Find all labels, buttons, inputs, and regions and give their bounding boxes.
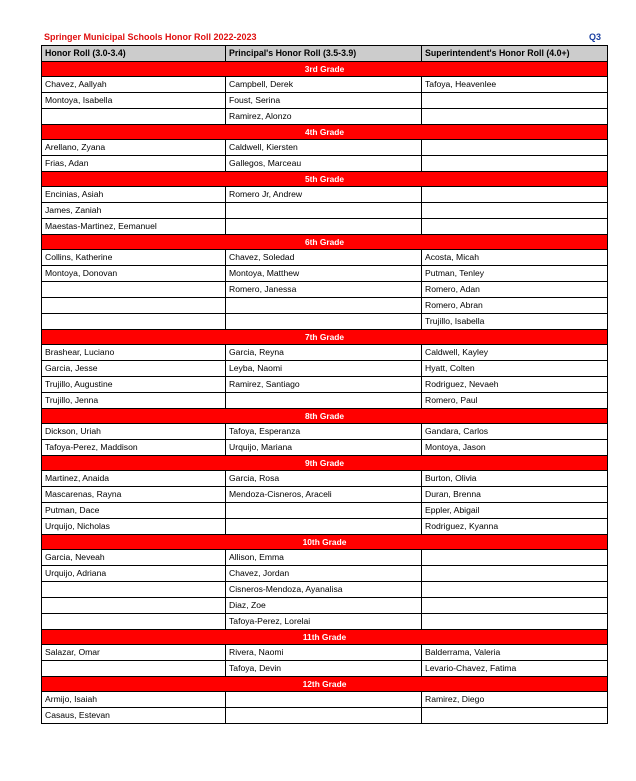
column-header-honor-roll: Honor Roll (3.0-3.4) <box>42 46 226 62</box>
grade-header-row <box>42 409 608 424</box>
principals-honor-roll-student <box>226 298 422 314</box>
principals-honor-roll-student: Foust, Serina <box>226 93 422 109</box>
honor-roll-student <box>42 661 226 677</box>
honor-roll-student: Putman, Dace <box>42 503 226 519</box>
grade-header-row <box>42 630 608 645</box>
principals-honor-roll-student <box>226 503 422 519</box>
table-row <box>42 298 608 314</box>
principals-honor-roll-student: Garcia, Rosa <box>226 471 422 487</box>
grade-label: 6th Grade <box>42 235 608 250</box>
grade-label: 8th Grade <box>42 409 608 424</box>
superintendents-honor-roll-student: Rodriguez, Nevaeh <box>422 377 608 393</box>
honor-roll-student <box>42 282 226 298</box>
superintendents-honor-roll-student: Trujillo, Isabella <box>422 314 608 330</box>
principals-honor-roll-student <box>226 314 422 330</box>
honor-roll-student: James, Zaniah <box>42 203 226 219</box>
superintendents-honor-roll-student: Levario-Chavez, Fatima <box>422 661 608 677</box>
principals-honor-roll-student <box>226 219 422 235</box>
superintendents-honor-roll-student: Burton, Olivia <box>422 471 608 487</box>
principals-honor-roll-student <box>226 708 422 724</box>
principals-honor-roll-student: Tafoya, Devin <box>226 661 422 677</box>
honor-roll-student: Brashear, Luciano <box>42 345 226 361</box>
honor-roll-student: Arellano, Zyana <box>42 140 226 156</box>
column-header-principals-honor-roll: Principal's Honor Roll (3.5-3.9) <box>226 46 422 62</box>
superintendents-honor-roll-student: Hyatt, Colten <box>422 361 608 377</box>
honor-roll-student: Garcia, Jesse <box>42 361 226 377</box>
table-row <box>42 345 608 361</box>
honor-roll-student: Frias, Adan <box>42 156 226 172</box>
honor-roll-student: Tafoya-Perez, Maddison <box>42 440 226 456</box>
table-row <box>42 361 608 377</box>
superintendents-honor-roll-student: Romero, Abran <box>422 298 608 314</box>
principals-honor-roll-student <box>226 692 422 708</box>
table-row <box>42 614 608 630</box>
column-header-row <box>42 46 608 62</box>
grade-header-row <box>42 330 608 345</box>
honor-roll-student: Urquijo, Adriana <box>42 566 226 582</box>
grade-header-row <box>42 235 608 250</box>
honor-roll-student: Trujillo, Augustine <box>42 377 226 393</box>
honor-roll-student: Urquijo, Nicholas <box>42 519 226 535</box>
honor-roll-student: Armijo, Isaiah <box>42 692 226 708</box>
grade-label: 10th Grade <box>42 535 608 550</box>
superintendents-honor-roll-student <box>422 93 608 109</box>
honor-roll-student <box>42 298 226 314</box>
principals-honor-roll-student: Ramirez, Alonzo <box>226 109 422 125</box>
superintendents-honor-roll-student <box>422 109 608 125</box>
grade-label: 5th Grade <box>42 172 608 187</box>
grade-header-row <box>42 172 608 187</box>
superintendents-honor-roll-student: Putman, Tenley <box>422 266 608 282</box>
honor-roll-student <box>42 314 226 330</box>
honor-roll-table <box>41 45 608 724</box>
grade-header-row <box>42 125 608 140</box>
principals-honor-roll-student: Leyba, Naomi <box>226 361 422 377</box>
table-row <box>42 282 608 298</box>
table-row <box>42 598 608 614</box>
table-row <box>42 203 608 219</box>
honor-roll-page <box>41 31 607 724</box>
honor-roll-student: Encinias, Asiah <box>42 187 226 203</box>
table-row <box>42 93 608 109</box>
superintendents-honor-roll-student <box>422 566 608 582</box>
honor-roll-student <box>42 614 226 630</box>
honor-roll-student: Chavez, Aallyah <box>42 77 226 93</box>
honor-roll-student <box>42 109 226 125</box>
table-row <box>42 266 608 282</box>
table-row <box>42 109 608 125</box>
table-row <box>42 156 608 172</box>
honor-roll-student: Montoya, Donovan <box>42 266 226 282</box>
table-row <box>42 219 608 235</box>
principals-honor-roll-student: Romero Jr, Andrew <box>226 187 422 203</box>
principals-honor-roll-student: Romero, Janessa <box>226 282 422 298</box>
grade-header-row <box>42 62 608 77</box>
principals-honor-roll-student: Cisneros-Mendoza, Ayanalisa <box>226 582 422 598</box>
superintendents-honor-roll-student <box>422 203 608 219</box>
table-row <box>42 377 608 393</box>
principals-honor-roll-student: Caldwell, Kiersten <box>226 140 422 156</box>
table-row <box>42 692 608 708</box>
principals-honor-roll-student: Garcia, Reyna <box>226 345 422 361</box>
principals-honor-roll-student: Chavez, Jordan <box>226 566 422 582</box>
principals-honor-roll-student: Campbell, Derek <box>226 77 422 93</box>
honor-roll-student: Collins, Katherine <box>42 250 226 266</box>
superintendents-honor-roll-student <box>422 598 608 614</box>
principals-honor-roll-student: Gallegos, Marceau <box>226 156 422 172</box>
superintendents-honor-roll-student: Tafoya, Heavenlee <box>422 77 608 93</box>
honor-roll-body <box>42 62 608 724</box>
honor-roll-student: Martinez, Anaida <box>42 471 226 487</box>
superintendents-honor-roll-student: Romero, Paul <box>422 393 608 409</box>
honor-roll-student: Mascarenas, Rayna <box>42 487 226 503</box>
principals-honor-roll-student: Ramirez, Santiago <box>226 377 422 393</box>
superintendents-honor-roll-student: Acosta, Micah <box>422 250 608 266</box>
title-bar <box>41 31 607 45</box>
superintendents-honor-roll-student: Duran, Brenna <box>422 487 608 503</box>
principals-honor-roll-student: Allison, Emma <box>226 550 422 566</box>
table-row <box>42 77 608 93</box>
principals-honor-roll-student: Mendoza-Cisneros, Araceli <box>226 487 422 503</box>
superintendents-honor-roll-student: Rodriguez, Kyanna <box>422 519 608 535</box>
table-row <box>42 487 608 503</box>
grade-label: 12th Grade <box>42 677 608 692</box>
superintendents-honor-roll-student <box>422 582 608 598</box>
superintendents-honor-roll-student <box>422 187 608 203</box>
principals-honor-roll-student <box>226 203 422 219</box>
table-row <box>42 503 608 519</box>
superintendents-honor-roll-student <box>422 614 608 630</box>
grade-label: 4th Grade <box>42 125 608 140</box>
superintendents-honor-roll-student: Romero, Adan <box>422 282 608 298</box>
document-title: Springer Municipal Schools Honor Roll 2022-2023 <box>44 32 257 42</box>
superintendents-honor-roll-student: Balderrama, Valeria <box>422 645 608 661</box>
honor-roll-student: Garcia, Neveah <box>42 550 226 566</box>
superintendents-honor-roll-student <box>422 550 608 566</box>
table-row <box>42 550 608 566</box>
superintendents-honor-roll-student: Gandara, Carlos <box>422 424 608 440</box>
grade-label: 7th Grade <box>42 330 608 345</box>
honor-roll-student: Maestas-Martinez, Eemanuel <box>42 219 226 235</box>
table-row <box>42 708 608 724</box>
table-row <box>42 393 608 409</box>
principals-honor-roll-student: Rivera, Naomi <box>226 645 422 661</box>
principals-honor-roll-student <box>226 519 422 535</box>
honor-roll-student: Casaus, Estevan <box>42 708 226 724</box>
grade-label: 11th Grade <box>42 630 608 645</box>
table-row <box>42 140 608 156</box>
table-row <box>42 440 608 456</box>
grade-header-row <box>42 677 608 692</box>
grade-header-row <box>42 456 608 471</box>
superintendents-honor-roll-student <box>422 219 608 235</box>
table-row <box>42 471 608 487</box>
honor-roll-student: Salazar, Omar <box>42 645 226 661</box>
principals-honor-roll-student: Diaz, Zoe <box>226 598 422 614</box>
principals-honor-roll-student: Montoya, Matthew <box>226 266 422 282</box>
superintendents-honor-roll-student <box>422 140 608 156</box>
honor-roll-student <box>42 582 226 598</box>
honor-roll-student <box>42 598 226 614</box>
grade-label: 9th Grade <box>42 456 608 471</box>
table-row <box>42 250 608 266</box>
table-row <box>42 582 608 598</box>
honor-roll-student: Dickson, Uriah <box>42 424 226 440</box>
principals-honor-roll-student: Tafoya-Perez, Lorelai <box>226 614 422 630</box>
superintendents-honor-roll-student: Ramirez, Diego <box>422 692 608 708</box>
table-row <box>42 187 608 203</box>
principals-honor-roll-student <box>226 393 422 409</box>
principals-honor-roll-student: Chavez, Soledad <box>226 250 422 266</box>
quarter-label: Q3 <box>588 32 601 42</box>
column-header-superintendents-honor-roll: Superintendent's Honor Roll (4.0+) <box>422 46 608 62</box>
principals-honor-roll-student: Urquijo, Mariana <box>226 440 422 456</box>
table-row <box>42 661 608 677</box>
superintendents-honor-roll-student: Montoya, Jason <box>422 440 608 456</box>
table-row <box>42 424 608 440</box>
table-row <box>42 645 608 661</box>
superintendents-honor-roll-student: Caldwell, Kayley <box>422 345 608 361</box>
superintendents-honor-roll-student <box>422 156 608 172</box>
grade-header-row <box>42 535 608 550</box>
grade-label: 3rd Grade <box>42 62 608 77</box>
honor-roll-student: Montoya, Isabella <box>42 93 226 109</box>
superintendents-honor-roll-student: Eppler, Abigail <box>422 503 608 519</box>
table-row <box>42 519 608 535</box>
table-row <box>42 314 608 330</box>
superintendents-honor-roll-student <box>422 708 608 724</box>
principals-honor-roll-student: Tafoya, Esperanza <box>226 424 422 440</box>
table-row <box>42 566 608 582</box>
honor-roll-student: Trujillo, Jenna <box>42 393 226 409</box>
